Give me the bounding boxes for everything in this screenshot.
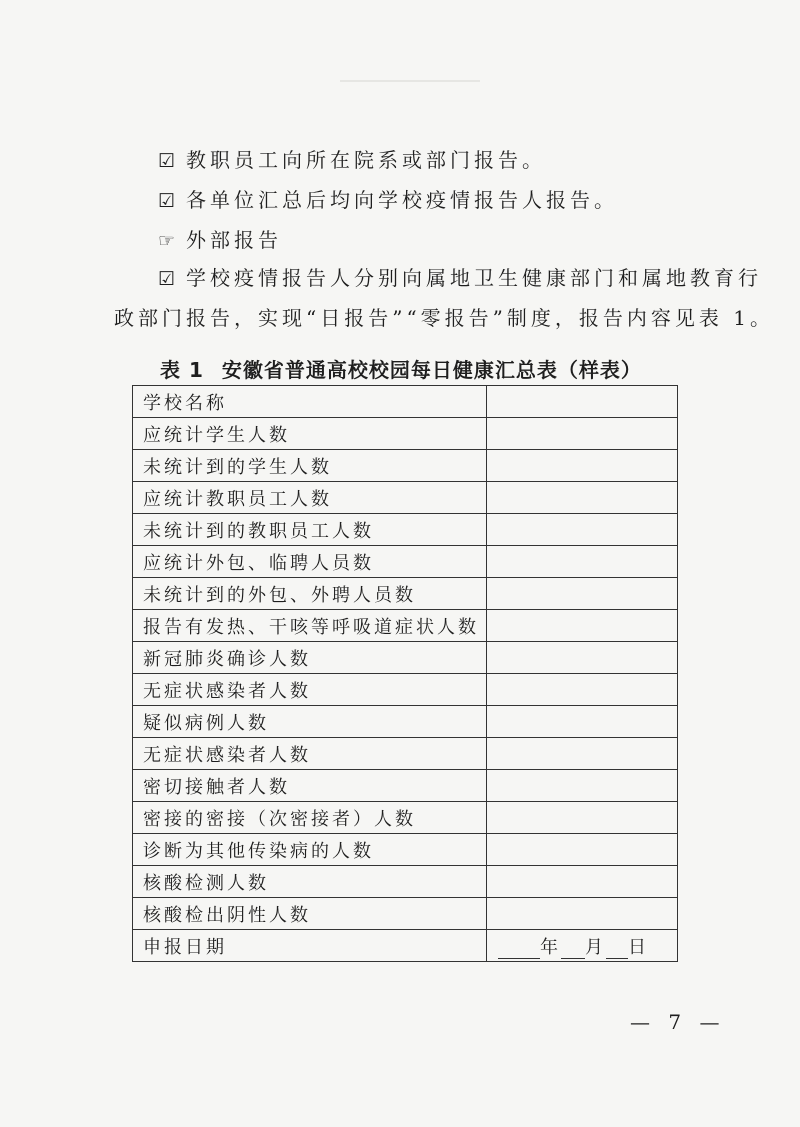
table-row [133,834,678,866]
table-row-date [133,930,678,962]
table-cell-value[interactable] [487,482,678,514]
health-summary-table [132,385,678,962]
paragraph-continuation [114,304,774,332]
table-cell-value[interactable] [487,642,678,674]
table-row [133,738,678,770]
paragraph-external-report-heading [158,226,282,255]
table-row [133,610,678,642]
table-cell-label: 无症状感染者人数 [133,674,487,706]
table-row [133,674,678,706]
pointing-hand-icon: ☞ [158,230,176,252]
table-cell-label: 未统计到的教职员工人数 [133,514,487,546]
table-cell-label: 疑似病例人数 [133,706,487,738]
table-row [133,642,678,674]
table-cell-value[interactable] [487,450,678,482]
table-row [133,866,678,898]
paragraph-unit-summary [158,186,618,215]
table-cell-label: 密切接触者人数 [133,770,487,802]
table-row [133,802,678,834]
day-label: 日 [628,936,649,958]
declare-date-field[interactable] [487,930,678,962]
table-row [133,482,678,514]
table-row [133,578,678,610]
checkbox-checked-icon: ☑ [158,190,176,212]
table-cell-label: 核酸检出阴性人数 [133,898,487,930]
table-cell-value[interactable] [487,802,678,834]
paragraph-text: 学校疫情报告人分别向属地卫生健康部门和属地教育行 [186,266,762,290]
table-caption-number: 表 1 [160,358,204,382]
year-blank[interactable] [498,940,540,959]
table-cell-label: 密接的密接（次密接者）人数 [133,802,487,834]
table-cell-label: 应统计教职员工人数 [133,482,487,514]
paragraph-internal-staff [158,146,546,175]
year-label: 年 [540,936,561,958]
paragraph-text: 各单位汇总后均向学校疫情报告人报告。 [186,188,618,212]
table-row [133,706,678,738]
paragraph-text: 教职员工向所在院系或部门报告。 [186,148,546,172]
table-row [133,770,678,802]
paragraph-text: 政部门报告，实现“日报告”“零报告”制度，报告内容见表 1。 [114,306,774,330]
checkbox-checked-icon: ☑ [158,268,176,290]
table-cell-label: 申报日期 [133,930,487,962]
table-cell-value[interactable] [487,706,678,738]
table-caption [160,354,642,383]
day-blank[interactable] [606,940,628,959]
table-cell-value[interactable] [487,674,678,706]
month-blank[interactable] [561,940,585,959]
table-row [133,386,678,418]
page-number: — 7 — [630,1010,726,1034]
table-cell-value[interactable] [487,610,678,642]
month-label: 月 [585,936,606,958]
faint-header-mark [340,80,480,82]
table-cell-label: 应统计学生人数 [133,418,487,450]
table-cell-label: 应统计外包、临聘人员数 [133,546,487,578]
table-cell-value[interactable] [487,834,678,866]
table-row [133,546,678,578]
table-cell-value[interactable] [487,770,678,802]
table-row [133,514,678,546]
table-cell-value[interactable] [487,578,678,610]
table-cell-label: 核酸检测人数 [133,866,487,898]
table-cell-value[interactable] [487,866,678,898]
table-cell-label: 诊断为其他传染病的人数 [133,834,487,866]
table-row [133,450,678,482]
table-cell-value[interactable] [487,546,678,578]
table-cell-label: 无症状感染者人数 [133,738,487,770]
table-cell-label: 学校名称 [133,386,487,418]
table-cell-value[interactable] [487,386,678,418]
paragraph-text: 外部报告 [186,228,282,252]
table-cell-value[interactable] [487,898,678,930]
paragraph-school-reporter [158,264,762,293]
table-row [133,898,678,930]
table-row [133,418,678,450]
checkbox-checked-icon: ☑ [158,150,176,172]
table-cell-label: 报告有发热、干咳等呼吸道症状人数 [133,610,487,642]
table-cell-label: 新冠肺炎确诊人数 [133,642,487,674]
table-caption-title: 安徽省普通高校校园每日健康汇总表（样表） [221,358,642,382]
table-cell-value[interactable] [487,418,678,450]
table-cell-label: 未统计到的学生人数 [133,450,487,482]
table-cell-value[interactable] [487,514,678,546]
table-cell-value[interactable] [487,738,678,770]
table-cell-label: 未统计到的外包、外聘人员数 [133,578,487,610]
